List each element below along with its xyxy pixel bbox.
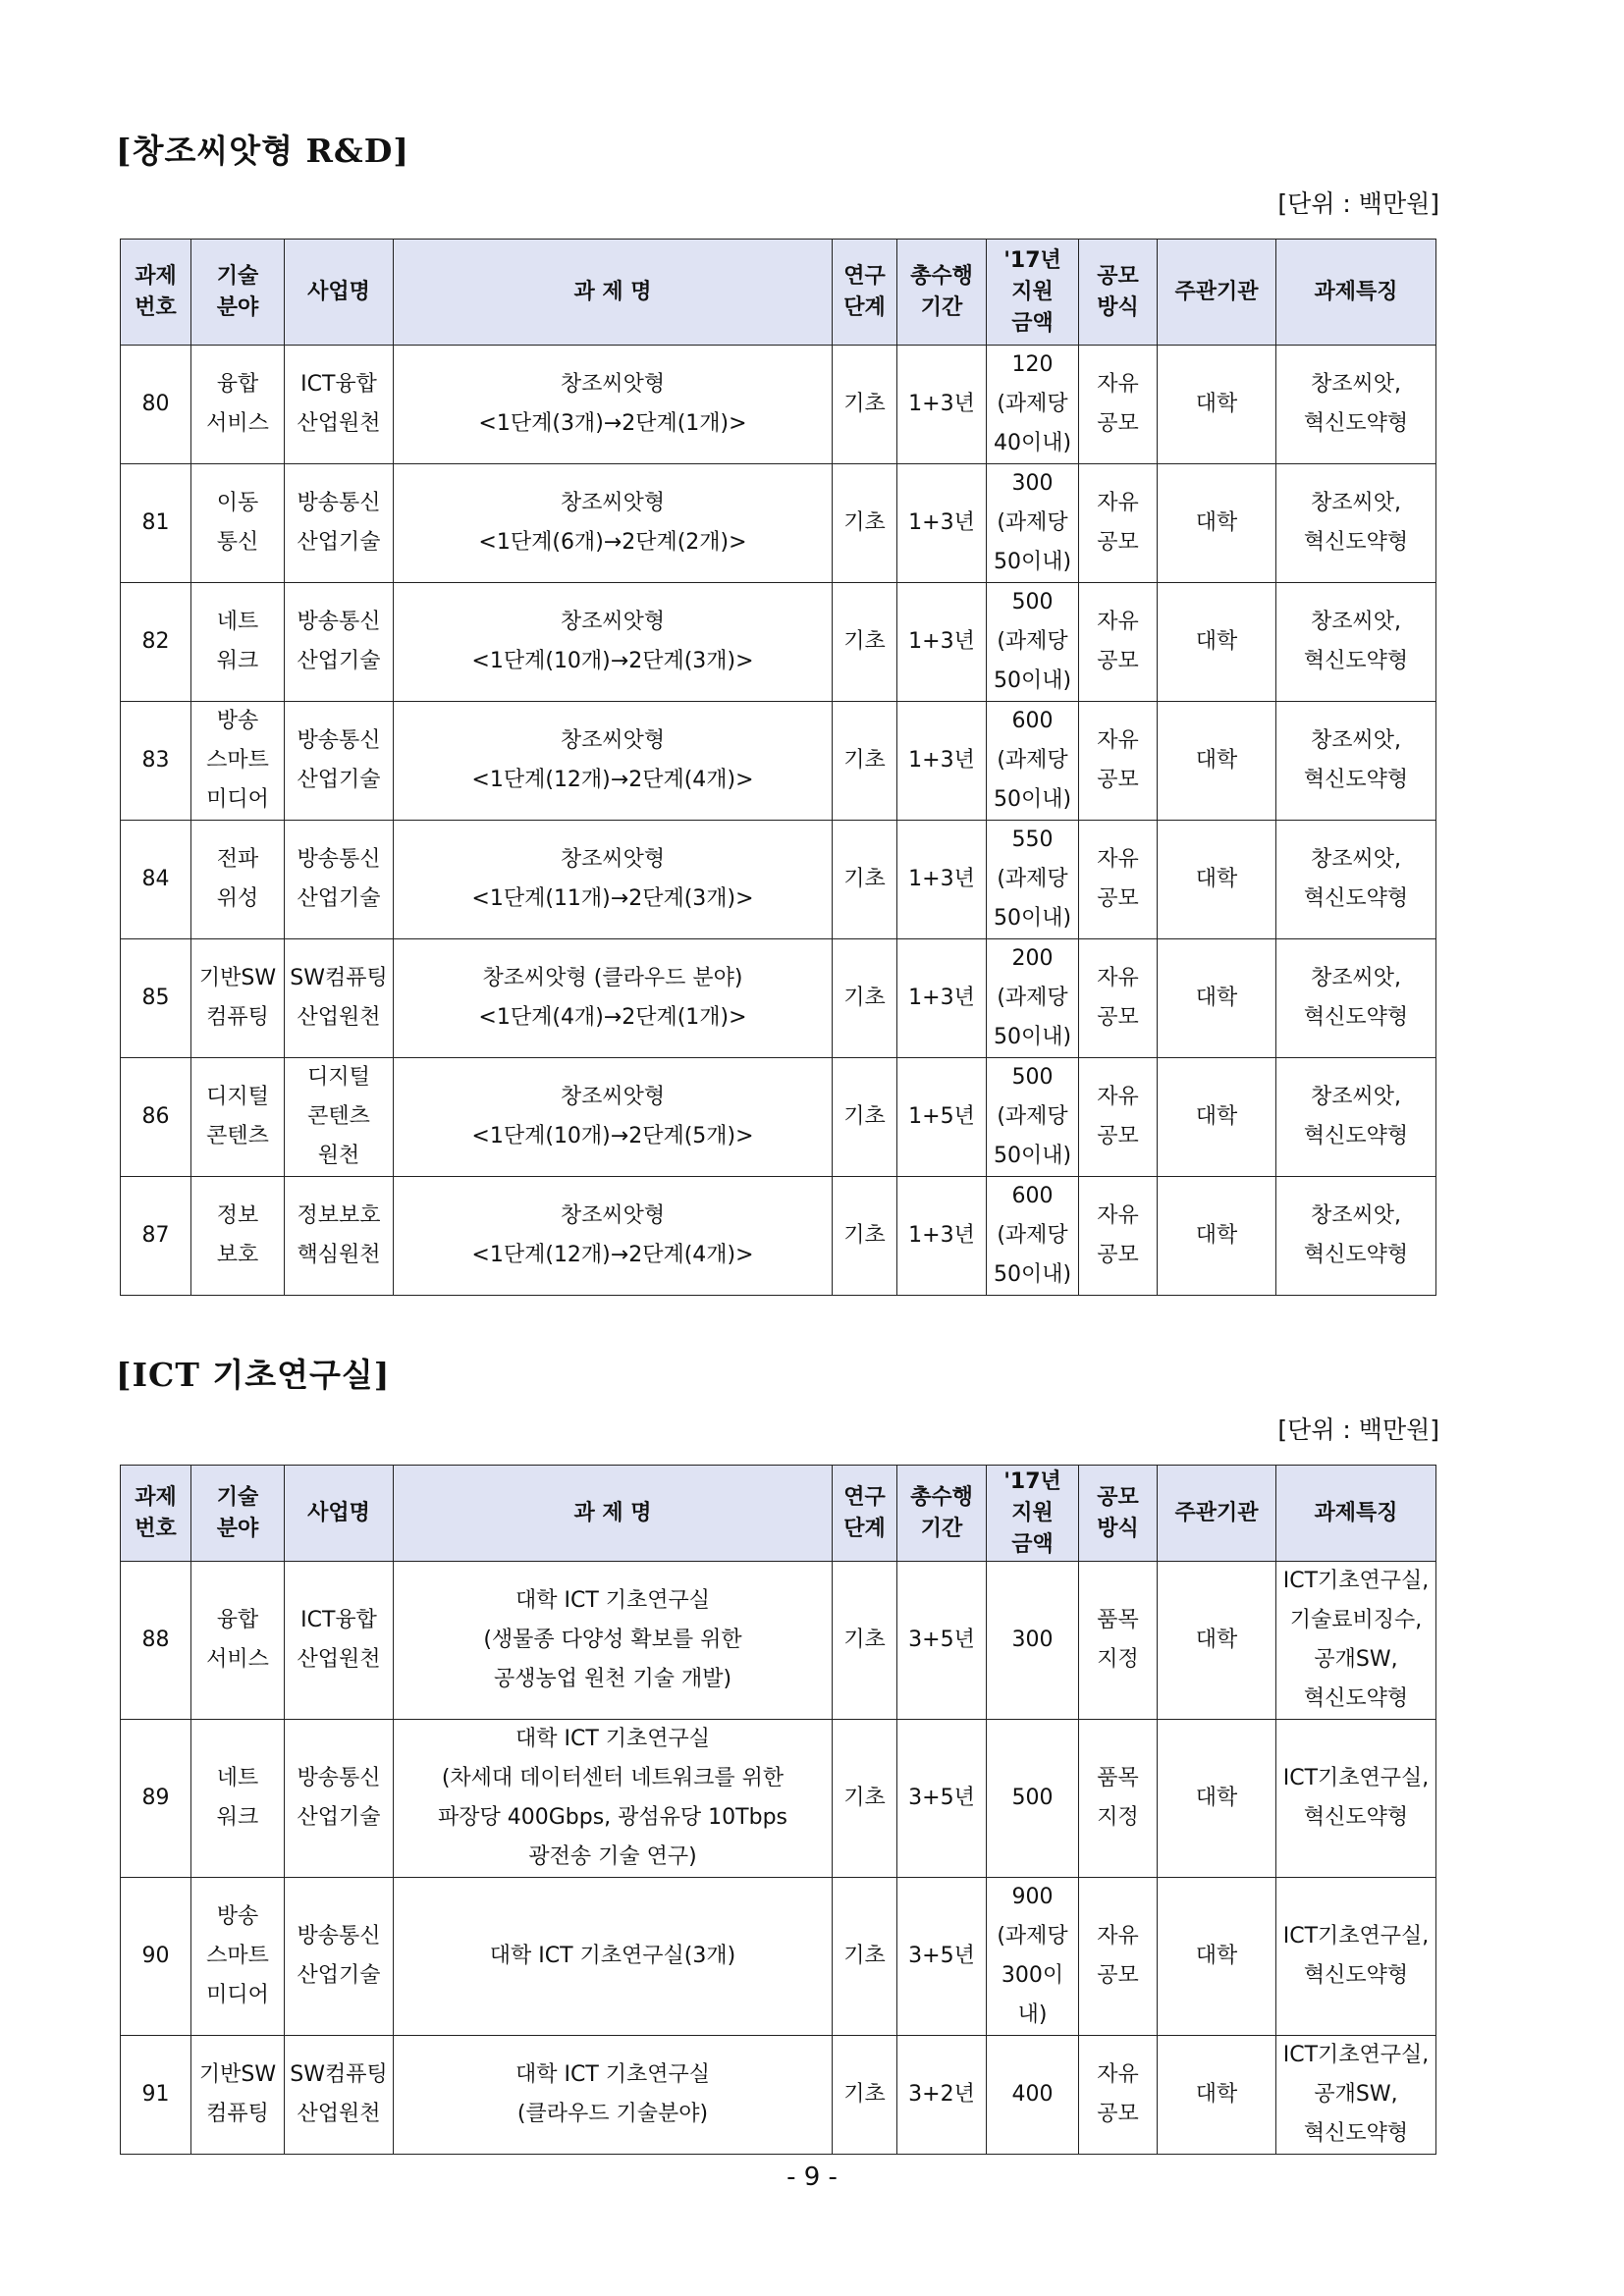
cell-project: 대학 ICT 기초연구실(3개) [394,1878,833,2036]
cell-field: 융합 서비스 [191,346,285,464]
cell-period: 1+5년 [897,1058,987,1177]
cell-amount: 500 (과제당 50이내) [987,583,1079,702]
cell-feature: 창조씨앗, 혁신도약형 [1276,464,1436,583]
cell-project: 대학 ICT 기초연구실 (차세대 데이터센터 네트워크를 위한 파장당 400Gbps, 광섬유당 10Tbps 광전송 기술 연구) [394,1720,833,1878]
cell-org: 대학 [1158,1720,1276,1878]
cell-org: 대학 [1158,346,1276,464]
cell-feature: 창조씨앗, 혁신도약형 [1276,1177,1436,1296]
cell-stage: 기초 [833,1878,897,2036]
table-row [121,821,1436,939]
cell-org: 대학 [1158,583,1276,702]
cell-project: 창조씨앗형 <1단계(12개)→2단계(4개)> [394,702,833,821]
cell-project: 대학 ICT 기초연구실 (생물종 다양성 확보를 위한 공생농업 원천 기술 개발) [394,1562,833,1720]
cell-method: 자유 공모 [1079,583,1158,702]
header-program: 사업명 [285,240,394,346]
cell-program: ICT융합 산업원천 [285,346,394,464]
table-row [121,2036,1436,2155]
cell-project: 창조씨앗형 <1단계(10개)→2단계(3개)> [394,583,833,702]
cell-project: 창조씨앗형 <1단계(3개)→2단계(1개)> [394,346,833,464]
cell-org: 대학 [1158,1562,1276,1720]
table-header-row [121,240,1436,346]
cell-org: 대학 [1158,939,1276,1058]
unit-label: [단위 : 백만원] [1277,1415,1439,1444]
cell-org: 대학 [1158,464,1276,583]
cell-project: 창조씨앗형 <1단계(11개)→2단계(3개)> [394,821,833,939]
cell-period: 3+5년 [897,1720,987,1878]
ict-lab-table [120,1465,1436,2155]
cell-project: 창조씨앗형 <1단계(12개)→2단계(4개)> [394,1177,833,1296]
cell-amount: 600 (과제당 50이내) [987,702,1079,821]
cell-stage: 기초 [833,1058,897,1177]
cell-amount: 200 (과제당 50이내) [987,939,1079,1058]
cell-field: 전파 위성 [191,821,285,939]
cell-no: 89 [121,1720,191,1878]
cell-program: SW컴퓨팅 산업원천 [285,2036,394,2155]
header-method: 공모 방식 [1079,240,1158,346]
header-period: 총수행 기간 [897,1466,987,1562]
cell-no: 90 [121,1878,191,2036]
cell-amount: 500 (과제당 50이내) [987,1058,1079,1177]
cell-amount: 600 (과제당 50이내) [987,1177,1079,1296]
cell-field: 방송 스마트 미디어 [191,702,285,821]
header-method: 공모 방식 [1079,1466,1158,1562]
cell-org: 대학 [1158,2036,1276,2155]
cell-program: 방송통신 산업기술 [285,1878,394,2036]
cell-no: 81 [121,464,191,583]
cell-feature: ICT기초연구실, 기술료비징수, 공개SW, 혁신도약형 [1276,1562,1436,1720]
table-row [121,1058,1436,1177]
table-row [121,464,1436,583]
cell-program: 방송통신 산업기술 [285,821,394,939]
cell-program: SW컴퓨팅 산업원천 [285,939,394,1058]
cell-amount: 900 (과제당 300이내) [987,1878,1079,2036]
cell-period: 3+5년 [897,1878,987,2036]
header-no: 과제 번호 [121,240,191,346]
cell-method: 자유 공모 [1079,821,1158,939]
cell-stage: 기초 [833,346,897,464]
cell-project: 대학 ICT 기초연구실 (클라우드 기술분야) [394,2036,833,2155]
header-field: 기술 분야 [191,240,285,346]
unit-label: [단위 : 백만원] [1277,189,1439,218]
cell-program: 방송통신 산업기술 [285,583,394,702]
cell-method: 자유 공모 [1079,1177,1158,1296]
cell-period: 1+3년 [897,346,987,464]
section-title-ict-lab: [ICT 기초연구실] [116,1356,391,1394]
table-header-row [121,1466,1436,1562]
cell-stage: 기초 [833,464,897,583]
header-no: 과제 번호 [121,1466,191,1562]
cell-field: 이동 통신 [191,464,285,583]
header-project: 과 제 명 [394,1466,833,1562]
cell-period: 1+3년 [897,821,987,939]
cell-org: 대학 [1158,1878,1276,2036]
cell-no: 84 [121,821,191,939]
cell-program: ICT융합 산업원천 [285,1562,394,1720]
cell-no: 87 [121,1177,191,1296]
cell-stage: 기초 [833,2036,897,2155]
header-feature: 과제특징 [1276,240,1436,346]
cell-period: 1+3년 [897,702,987,821]
cell-field: 네트 워크 [191,1720,285,1878]
cell-method: 자유 공모 [1079,939,1158,1058]
cell-field: 융합 서비스 [191,1562,285,1720]
cell-method: 자유 공모 [1079,464,1158,583]
cell-feature: 창조씨앗, 혁신도약형 [1276,939,1436,1058]
header-feature: 과제특징 [1276,1466,1436,1562]
header-field: 기술 분야 [191,1466,285,1562]
cell-feature: 창조씨앗, 혁신도약형 [1276,1058,1436,1177]
cell-field: 기반SW 컴퓨팅 [191,2036,285,2155]
cell-program: 방송통신 산업기술 [285,702,394,821]
header-project: 과 제 명 [394,240,833,346]
table-row [121,583,1436,702]
cell-project: 창조씨앗형 <1단계(6개)→2단계(2개)> [394,464,833,583]
cell-project: 창조씨앗형 (클라우드 분야) <1단계(4개)→2단계(1개)> [394,939,833,1058]
cell-no: 91 [121,2036,191,2155]
cell-field: 기반SW 컴퓨팅 [191,939,285,1058]
table-row [121,1177,1436,1296]
table-row [121,1878,1436,2036]
cell-program: 정보보호 핵심원천 [285,1177,394,1296]
cell-method: 자유 공모 [1079,702,1158,821]
cell-feature: ICT기초연구실, 혁신도약형 [1276,1720,1436,1878]
table-row [121,1720,1436,1878]
cell-feature: 창조씨앗, 혁신도약형 [1276,583,1436,702]
cell-method: 자유 공모 [1079,346,1158,464]
cell-no: 88 [121,1562,191,1720]
cell-amount: 300 [987,1562,1079,1720]
cell-feature: 창조씨앗, 혁신도약형 [1276,702,1436,821]
cell-amount: 400 [987,2036,1079,2155]
seed-rnd-table [120,239,1436,1296]
cell-stage: 기초 [833,702,897,821]
cell-project: 창조씨앗형 <1단계(10개)→2단계(5개)> [394,1058,833,1177]
cell-org: 대학 [1158,1058,1276,1177]
cell-stage: 기초 [833,583,897,702]
header-amount: '17년 지원 금액 [987,240,1079,346]
cell-stage: 기초 [833,821,897,939]
cell-amount: 120 (과제당 40이내) [987,346,1079,464]
cell-period: 1+3년 [897,1177,987,1296]
table-row [121,939,1436,1058]
cell-stage: 기초 [833,1720,897,1878]
cell-no: 80 [121,346,191,464]
cell-field: 네트 워크 [191,583,285,702]
cell-method: 자유 공모 [1079,1878,1158,2036]
cell-feature: ICT기초연구실, 혁신도약형 [1276,1878,1436,2036]
cell-method: 품목 지정 [1079,1562,1158,1720]
cell-method: 품목 지정 [1079,1720,1158,1878]
cell-period: 3+2년 [897,2036,987,2155]
table-row [121,1562,1436,1720]
page-number: - 9 - [786,2163,838,2192]
cell-period: 1+3년 [897,464,987,583]
cell-no: 86 [121,1058,191,1177]
header-amount: '17년 지원 금액 [987,1466,1079,1562]
cell-period: 1+3년 [897,939,987,1058]
cell-amount: 500 [987,1720,1079,1878]
table-row [121,346,1436,464]
cell-no: 85 [121,939,191,1058]
cell-no: 83 [121,702,191,821]
cell-period: 1+3년 [897,583,987,702]
header-org: 주관기관 [1158,1466,1276,1562]
header-stage: 연구 단계 [833,240,897,346]
cell-stage: 기초 [833,939,897,1058]
cell-no: 82 [121,583,191,702]
cell-program: 디지털 콘텐츠 원천 [285,1058,394,1177]
cell-org: 대학 [1158,702,1276,821]
cell-amount: 550 (과제당 50이내) [987,821,1079,939]
cell-method: 자유 공모 [1079,1058,1158,1177]
cell-period: 3+5년 [897,1562,987,1720]
cell-program: 방송통신 산업기술 [285,464,394,583]
header-program: 사업명 [285,1466,394,1562]
cell-method: 자유 공모 [1079,2036,1158,2155]
header-period: 총수행 기간 [897,240,987,346]
cell-stage: 기초 [833,1177,897,1296]
cell-org: 대학 [1158,821,1276,939]
table-row [121,702,1436,821]
cell-amount: 300 (과제당 50이내) [987,464,1079,583]
cell-feature: ICT기초연구실, 공개SW, 혁신도약형 [1276,2036,1436,2155]
cell-field: 디지털 콘텐츠 [191,1058,285,1177]
cell-field: 방송 스마트 미디어 [191,1878,285,2036]
cell-program: 방송통신 산업기술 [285,1720,394,1878]
cell-org: 대학 [1158,1177,1276,1296]
cell-stage: 기초 [833,1562,897,1720]
section-title-seed-rnd: [창조씨앗형 R&D] [116,132,409,170]
cell-feature: 창조씨앗, 혁신도약형 [1276,346,1436,464]
header-stage: 연구 단계 [833,1466,897,1562]
cell-feature: 창조씨앗, 혁신도약형 [1276,821,1436,939]
header-org: 주관기관 [1158,240,1276,346]
cell-field: 정보 보호 [191,1177,285,1296]
